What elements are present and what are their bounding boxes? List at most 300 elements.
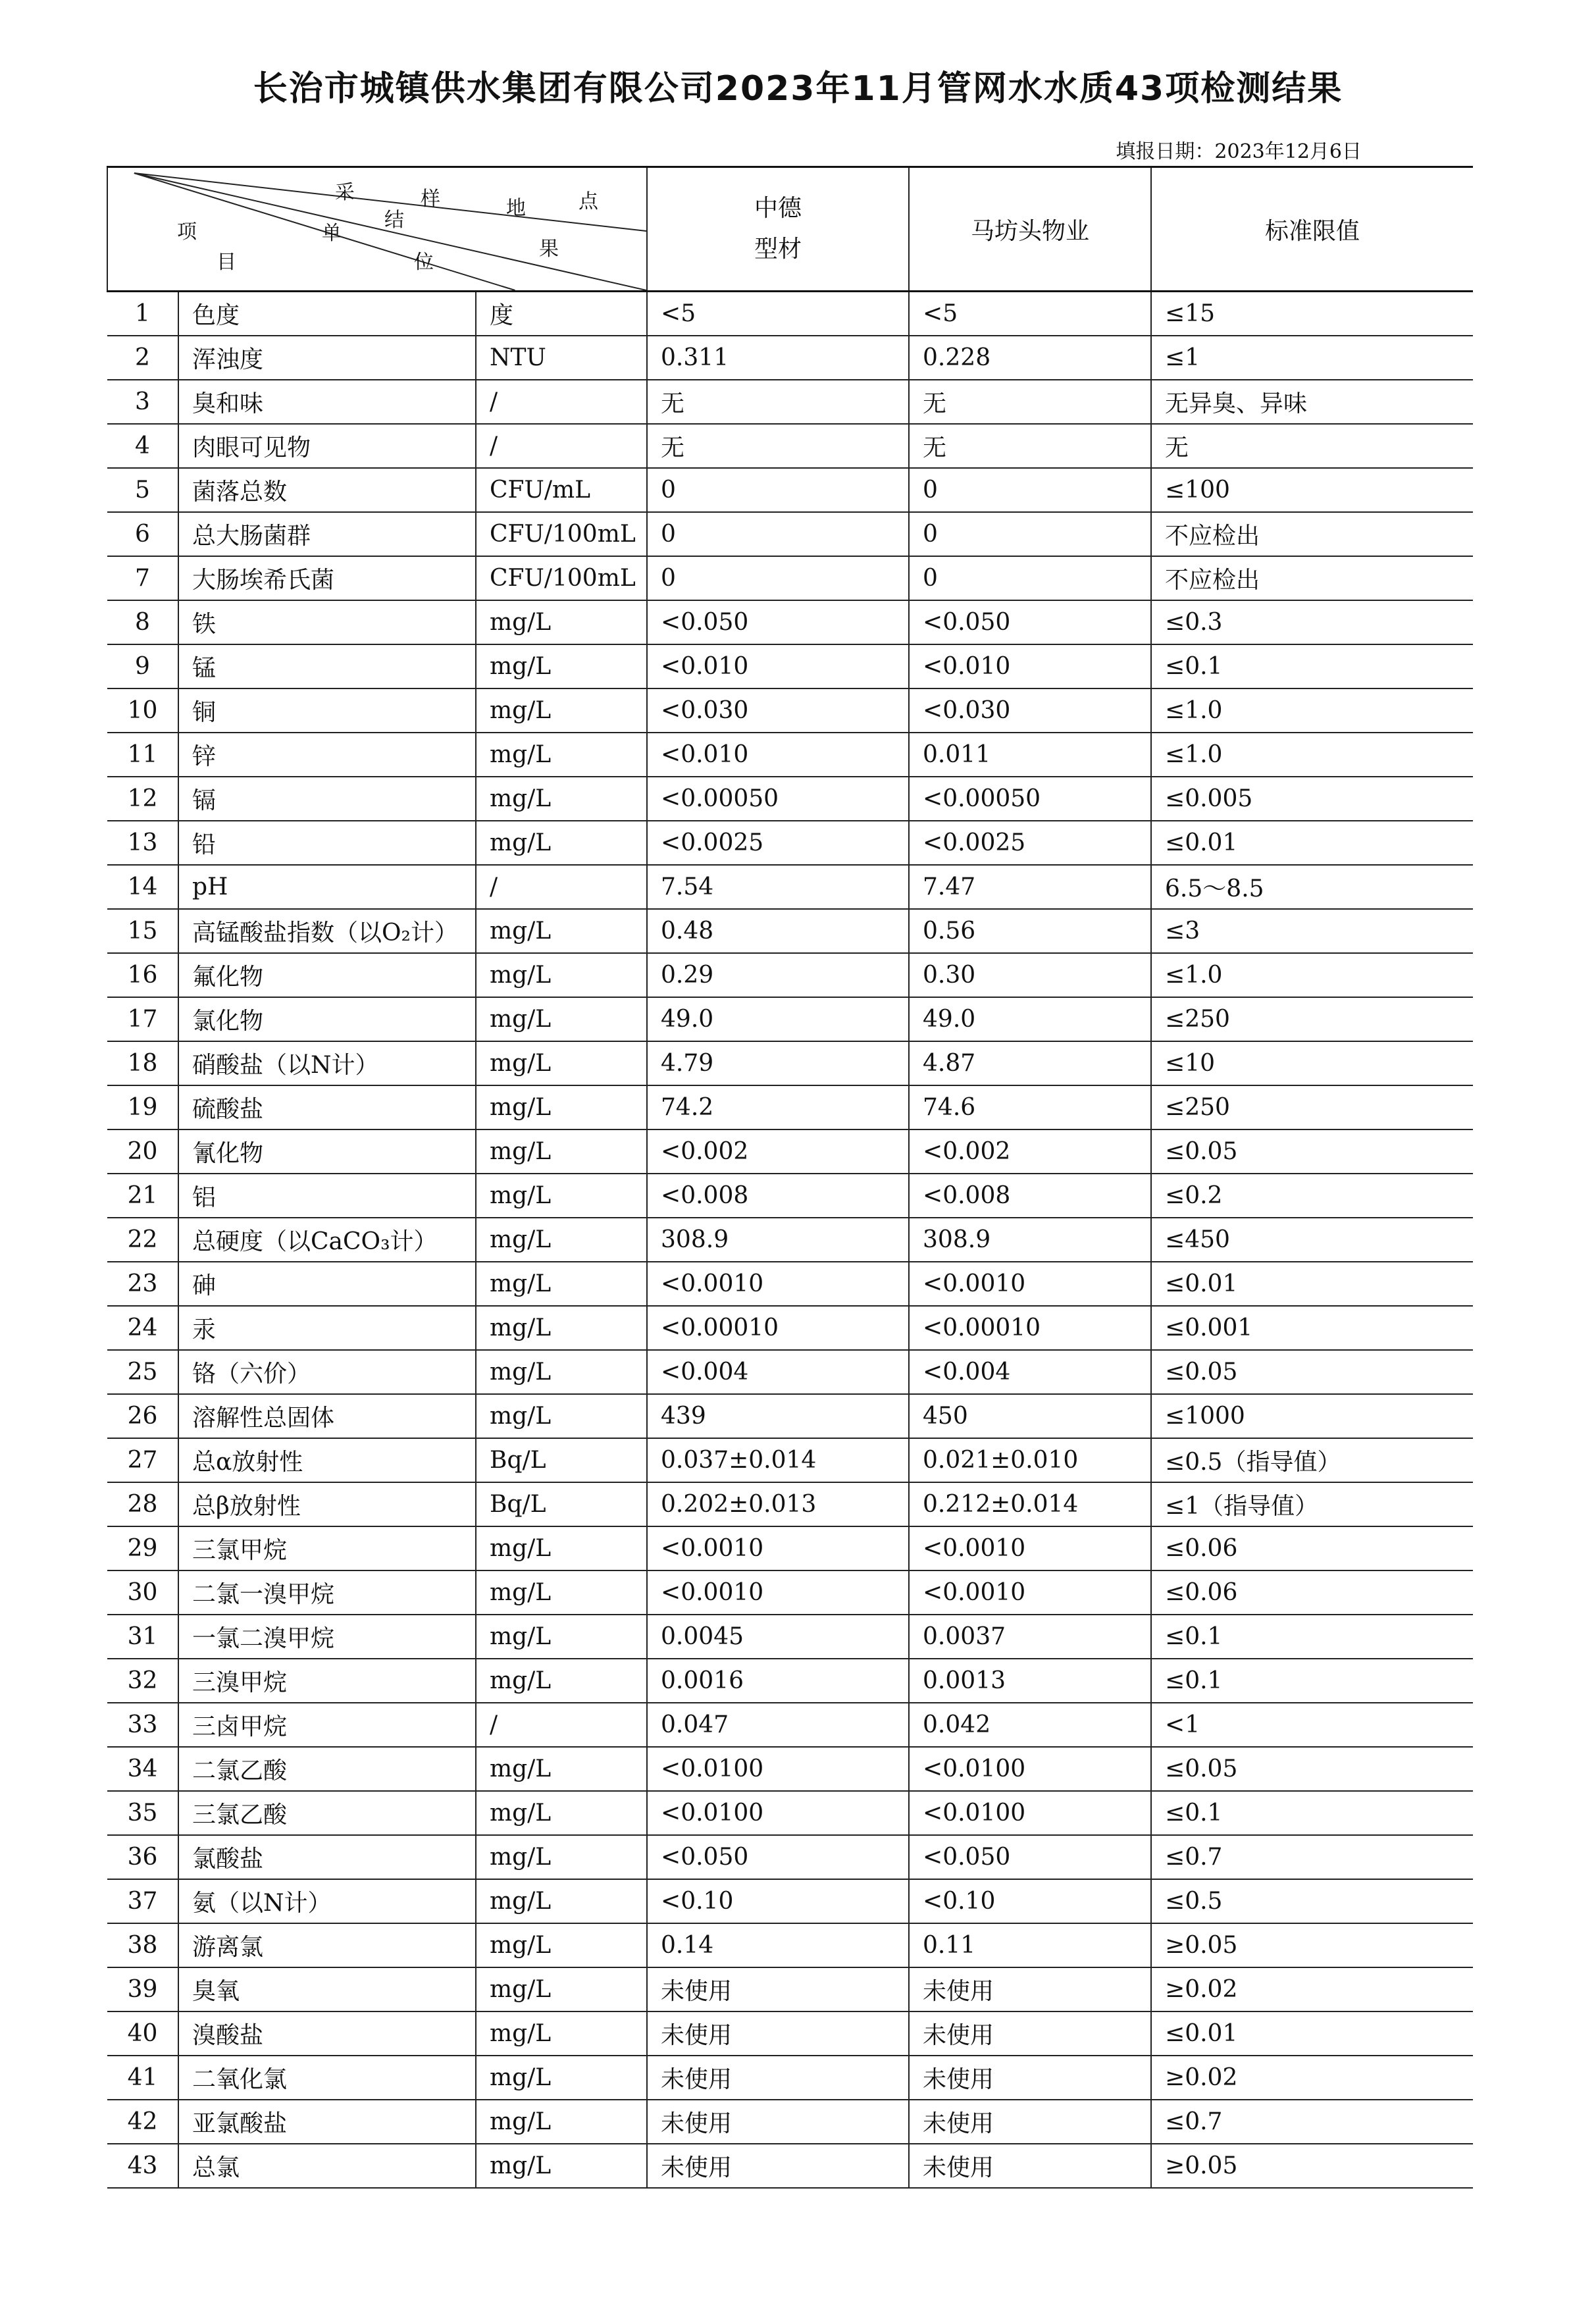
standard-limit: ≤250 xyxy=(1151,1085,1473,1129)
item-name: 铝 xyxy=(178,1174,476,1218)
item-name: 总大肠菌群 xyxy=(178,512,476,556)
standard-limit: ≤0.3 xyxy=(1151,600,1473,644)
row-number: 6 xyxy=(107,512,178,556)
site2-value: <0.00050 xyxy=(909,777,1151,821)
row-number: 4 xyxy=(107,424,178,468)
site2-value: 0.11 xyxy=(909,1923,1151,1967)
site1-value: 308.9 xyxy=(647,1218,909,1262)
site2-value: 未使用 xyxy=(909,2011,1151,2056)
site2-value: 0.0037 xyxy=(909,1615,1151,1659)
site2-value: <0.0010 xyxy=(909,1570,1151,1615)
row-number: 20 xyxy=(107,1129,178,1174)
site1-value: <0.050 xyxy=(647,1835,909,1879)
site2-value: 0.228 xyxy=(909,336,1151,380)
site2-value: <0.00010 xyxy=(909,1306,1151,1350)
unit: mg/L xyxy=(476,1218,647,1262)
standard-limit: ≤1.0 xyxy=(1151,688,1473,733)
standard-limit: ≤0.1 xyxy=(1151,1791,1473,1835)
table-row xyxy=(107,1570,1473,1615)
site2-value: 未使用 xyxy=(909,1967,1151,2011)
site2-value: <0.004 xyxy=(909,1350,1151,1394)
site2-value: 0.011 xyxy=(909,733,1151,777)
item-name: 氯化物 xyxy=(178,997,476,1041)
document-title: 长治市城镇供水集团有限公司2023年11月管网水水质43项检测结果 xyxy=(253,69,1343,109)
site2-value: <0.0010 xyxy=(909,1526,1151,1570)
standard-limit: ≤0.001 xyxy=(1151,1306,1473,1350)
standard-limit: ≤450 xyxy=(1151,1218,1473,1262)
table-row xyxy=(107,1835,1473,1879)
standard-limit: ≤0.05 xyxy=(1151,1129,1473,1174)
unit: mg/L xyxy=(476,1967,647,2011)
diag-char: 点 xyxy=(579,190,598,213)
column-header-site1 xyxy=(647,167,909,292)
site2-value: <0.050 xyxy=(909,1835,1151,1879)
unit: mg/L xyxy=(476,733,647,777)
table-body xyxy=(107,292,1473,2189)
table-row xyxy=(107,1218,1473,1262)
row-number: 34 xyxy=(107,1747,178,1791)
site1-value: 0.48 xyxy=(647,909,909,953)
row-number: 25 xyxy=(107,1350,178,1394)
standard-limit: ≥0.05 xyxy=(1151,2144,1473,2188)
site1-value: <0.030 xyxy=(647,688,909,733)
unit: / xyxy=(476,865,647,909)
row-number: 7 xyxy=(107,556,178,600)
site1-value: 0.311 xyxy=(647,336,909,380)
site2-value: <0.10 xyxy=(909,1879,1151,1923)
unit: / xyxy=(476,1703,647,1747)
diag-char: 位 xyxy=(414,251,434,274)
table-row xyxy=(107,1350,1473,1394)
unit: mg/L xyxy=(476,600,647,644)
header-row xyxy=(107,167,1473,292)
table-row xyxy=(107,1129,1473,1174)
unit: mg/L xyxy=(476,1615,647,1659)
site1-value: <0.050 xyxy=(647,600,909,644)
unit: mg/L xyxy=(476,1570,647,1615)
row-number: 23 xyxy=(107,1262,178,1306)
row-number: 3 xyxy=(107,380,178,424)
site1-value: 0 xyxy=(647,556,909,600)
item-name: 总α放射性 xyxy=(178,1438,476,1482)
standard-limit: 不应检出 xyxy=(1151,556,1473,600)
site2-value: 无 xyxy=(909,424,1151,468)
item-name: 游离氯 xyxy=(178,1923,476,1967)
row-number: 41 xyxy=(107,2056,178,2100)
table-row xyxy=(107,1262,1473,1306)
row-number: 36 xyxy=(107,1835,178,1879)
column-header-site2: 马坊头物业 xyxy=(909,167,1151,292)
site2-value: 0 xyxy=(909,556,1151,600)
unit: mg/L xyxy=(476,1085,647,1129)
site1-value: <0.00050 xyxy=(647,777,909,821)
site1-value: 49.0 xyxy=(647,997,909,1041)
item-name: 砷 xyxy=(178,1262,476,1306)
table-row xyxy=(107,644,1473,688)
site2-value: 无 xyxy=(909,380,1151,424)
unit: CFU/mL xyxy=(476,468,647,512)
unit: 度 xyxy=(476,292,647,336)
unit: mg/L xyxy=(476,2056,647,2100)
unit: mg/L xyxy=(476,1129,647,1174)
site1-value: 无 xyxy=(647,380,909,424)
unit: mg/L xyxy=(476,1041,647,1085)
standard-limit: ≤1（指导值） xyxy=(1151,1482,1473,1526)
row-number: 31 xyxy=(107,1615,178,1659)
item-name: 二氧化氯 xyxy=(178,2056,476,2100)
row-number: 15 xyxy=(107,909,178,953)
site1-value: 0.14 xyxy=(647,1923,909,1967)
unit: mg/L xyxy=(476,1394,647,1438)
unit: mg/L xyxy=(476,1174,647,1218)
row-number: 22 xyxy=(107,1218,178,1262)
item-name: 臭和味 xyxy=(178,380,476,424)
site2-value: <0.0025 xyxy=(909,821,1151,865)
standard-limit: ≤0.01 xyxy=(1151,2011,1473,2056)
row-number: 12 xyxy=(107,777,178,821)
site2-value: 未使用 xyxy=(909,2100,1151,2144)
row-number: 10 xyxy=(107,688,178,733)
diag-char: 目 xyxy=(217,251,236,274)
unit: NTU xyxy=(476,336,647,380)
row-number: 1 xyxy=(107,292,178,336)
unit: CFU/100mL xyxy=(476,556,647,600)
site1-value: 74.2 xyxy=(647,1085,909,1129)
unit: Bq/L xyxy=(476,1482,647,1526)
table-row xyxy=(107,1879,1473,1923)
row-number: 13 xyxy=(107,821,178,865)
site1-value: <0.010 xyxy=(647,733,909,777)
unit: mg/L xyxy=(476,2144,647,2188)
table-row xyxy=(107,1659,1473,1703)
row-number: 5 xyxy=(107,468,178,512)
site1-value: 0.29 xyxy=(647,953,909,997)
item-name: 硫酸盐 xyxy=(178,1085,476,1129)
site2-value: <0.008 xyxy=(909,1174,1151,1218)
site1-line2: 型材 xyxy=(754,236,802,263)
row-number: 9 xyxy=(107,644,178,688)
site2-value: 0.30 xyxy=(909,953,1151,997)
table-row xyxy=(107,1526,1473,1570)
site2-value: <0.010 xyxy=(909,644,1151,688)
standard-limit: 6.5～8.5 xyxy=(1151,865,1473,909)
table-row xyxy=(107,1615,1473,1659)
standard-limit: ≤15 xyxy=(1151,292,1473,336)
standard-limit: ≤1 xyxy=(1151,336,1473,380)
item-name: 溶解性总固体 xyxy=(178,1394,476,1438)
table-row xyxy=(107,1306,1473,1350)
table-row xyxy=(107,556,1473,600)
site2-value: <0.0010 xyxy=(909,1262,1151,1306)
site2-value: <0.0100 xyxy=(909,1747,1151,1791)
site2-value: <0.030 xyxy=(909,688,1151,733)
table-row xyxy=(107,733,1473,777)
fill-date: 填报日期：2023年12月6日 xyxy=(1116,140,1362,163)
item-name: 铅 xyxy=(178,821,476,865)
site2-value: <0.050 xyxy=(909,600,1151,644)
table-row xyxy=(107,600,1473,644)
site2-value: 未使用 xyxy=(909,2056,1151,2100)
item-name: 镉 xyxy=(178,777,476,821)
row-number: 40 xyxy=(107,2011,178,2056)
diag-char: 地 xyxy=(506,197,526,220)
table-row xyxy=(107,1438,1473,1482)
item-name: 氟化物 xyxy=(178,953,476,997)
site1-value: 0.202±0.013 xyxy=(647,1482,909,1526)
site2-value: 7.47 xyxy=(909,865,1151,909)
standard-limit: ≤250 xyxy=(1151,997,1473,1041)
row-number: 28 xyxy=(107,1482,178,1526)
diag-char: 果 xyxy=(539,238,559,261)
column-header-standard: 标准限值 xyxy=(1151,167,1473,292)
table-row xyxy=(107,2100,1473,2144)
standard-limit: ≤0.7 xyxy=(1151,2100,1473,2144)
table-row xyxy=(107,688,1473,733)
unit: mg/L xyxy=(476,777,647,821)
table-row xyxy=(107,865,1473,909)
standard-limit: 无 xyxy=(1151,424,1473,468)
standard-limit: ≥0.05 xyxy=(1151,1923,1473,1967)
site1-value: 0 xyxy=(647,468,909,512)
site1-value: <5 xyxy=(647,292,909,336)
row-number: 33 xyxy=(107,1703,178,1747)
table-row xyxy=(107,1174,1473,1218)
unit: mg/L xyxy=(476,2011,647,2056)
table-row xyxy=(107,953,1473,997)
standard-limit: ≤1.0 xyxy=(1151,953,1473,997)
unit: mg/L xyxy=(476,1659,647,1703)
table-row xyxy=(107,1394,1473,1438)
item-name: 二氯一溴甲烷 xyxy=(178,1570,476,1615)
diag-char: 样 xyxy=(421,188,440,211)
table-row xyxy=(107,909,1473,953)
standard-limit: 无异臭、异味 xyxy=(1151,380,1473,424)
table-row xyxy=(107,821,1473,865)
site1-value: <0.008 xyxy=(647,1174,909,1218)
item-name: 锰 xyxy=(178,644,476,688)
item-name: 溴酸盐 xyxy=(178,2011,476,2056)
item-name: 肉眼可见物 xyxy=(178,424,476,468)
standard-limit: ≤10 xyxy=(1151,1041,1473,1085)
item-name: 三溴甲烷 xyxy=(178,1659,476,1703)
site2-value: 0.021±0.010 xyxy=(909,1438,1151,1482)
results-table xyxy=(107,166,1473,2189)
site1-value: 439 xyxy=(647,1394,909,1438)
item-name: 总氯 xyxy=(178,2144,476,2188)
row-number: 43 xyxy=(107,2144,178,2188)
item-name: 一氯二溴甲烷 xyxy=(178,1615,476,1659)
unit: mg/L xyxy=(476,688,647,733)
item-name: 铜 xyxy=(178,688,476,733)
row-number: 21 xyxy=(107,1174,178,1218)
site1-value: <0.0100 xyxy=(647,1747,909,1791)
site1-value: 未使用 xyxy=(647,2056,909,2100)
row-number: 2 xyxy=(107,336,178,380)
unit: mg/L xyxy=(476,909,647,953)
unit: mg/L xyxy=(476,1747,647,1791)
unit: mg/L xyxy=(476,2100,647,2144)
row-number: 14 xyxy=(107,865,178,909)
unit: mg/L xyxy=(476,644,647,688)
site1-value: 0.0045 xyxy=(647,1615,909,1659)
row-number: 38 xyxy=(107,1923,178,1967)
row-number: 8 xyxy=(107,600,178,644)
item-name: 二氯乙酸 xyxy=(178,1747,476,1791)
unit: mg/L xyxy=(476,997,647,1041)
item-name: 氰化物 xyxy=(178,1129,476,1174)
site1-value: 未使用 xyxy=(647,2100,909,2144)
site1-value: 0.047 xyxy=(647,1703,909,1747)
standard-limit: ≤0.06 xyxy=(1151,1570,1473,1615)
standard-limit: ≤0.5（指导值） xyxy=(1151,1438,1473,1482)
standard-limit: ≤0.01 xyxy=(1151,1262,1473,1306)
table-row xyxy=(107,1747,1473,1791)
unit: mg/L xyxy=(476,1350,647,1394)
site2-value: 0 xyxy=(909,468,1151,512)
site1-value: <0.004 xyxy=(647,1350,909,1394)
row-number: 27 xyxy=(107,1438,178,1482)
table-row xyxy=(107,512,1473,556)
unit: mg/L xyxy=(476,953,647,997)
row-number: 29 xyxy=(107,1526,178,1570)
table-row xyxy=(107,1085,1473,1129)
item-name: 汞 xyxy=(178,1306,476,1350)
site1-value: <0.00010 xyxy=(647,1306,909,1350)
table-row xyxy=(107,1923,1473,1967)
item-name: 亚氯酸盐 xyxy=(178,2100,476,2144)
table-row xyxy=(107,2144,1473,2188)
row-number: 24 xyxy=(107,1306,178,1350)
item-name: 臭氧 xyxy=(178,1967,476,2011)
site1-value: 未使用 xyxy=(647,2144,909,2188)
item-name: 总硬度（以CaCO₃计） xyxy=(178,1218,476,1262)
site1-value: 0.0016 xyxy=(647,1659,909,1703)
site1-value: 0.037±0.014 xyxy=(647,1438,909,1482)
standard-limit: ≤100 xyxy=(1151,468,1473,512)
item-name: 铁 xyxy=(178,600,476,644)
unit: mg/L xyxy=(476,821,647,865)
table-row xyxy=(107,1703,1473,1747)
item-name: 三氯乙酸 xyxy=(178,1791,476,1835)
site2-value: 0.56 xyxy=(909,909,1151,953)
item-name: pH xyxy=(178,865,476,909)
item-name: 三卤甲烷 xyxy=(178,1703,476,1747)
standard-limit: ≥0.02 xyxy=(1151,2056,1473,2100)
row-number: 18 xyxy=(107,1041,178,1085)
diag-char: 结 xyxy=(384,209,404,232)
site1-value: <0.0100 xyxy=(647,1791,909,1835)
table-row xyxy=(107,2011,1473,2056)
row-number: 17 xyxy=(107,997,178,1041)
unit: mg/L xyxy=(476,1835,647,1879)
row-number: 19 xyxy=(107,1085,178,1129)
table-row xyxy=(107,1791,1473,1835)
unit: mg/L xyxy=(476,1923,647,1967)
site2-value: 49.0 xyxy=(909,997,1151,1041)
site1-value: 无 xyxy=(647,424,909,468)
standard-limit: ≤0.005 xyxy=(1151,777,1473,821)
unit: mg/L xyxy=(476,1791,647,1835)
row-number: 30 xyxy=(107,1570,178,1615)
table-row xyxy=(107,2056,1473,2100)
row-number: 37 xyxy=(107,1879,178,1923)
row-number: 39 xyxy=(107,1967,178,2011)
item-name: 菌落总数 xyxy=(178,468,476,512)
item-name: 大肠埃希氏菌 xyxy=(178,556,476,600)
unit: CFU/100mL xyxy=(476,512,647,556)
table-row xyxy=(107,336,1473,380)
standard-limit: ≤0.5 xyxy=(1151,1879,1473,1923)
site2-value: 0.0013 xyxy=(909,1659,1151,1703)
site2-value: <0.0100 xyxy=(909,1791,1151,1835)
unit: Bq/L xyxy=(476,1438,647,1482)
diag-char: 单 xyxy=(322,222,342,245)
item-name: 色度 xyxy=(178,292,476,336)
site2-value: <0.002 xyxy=(909,1129,1151,1174)
site1-value: <0.0025 xyxy=(647,821,909,865)
row-number: 32 xyxy=(107,1659,178,1703)
table-row xyxy=(107,380,1473,424)
site1-value: 未使用 xyxy=(647,1967,909,2011)
item-name: 硝酸盐（以N计） xyxy=(178,1041,476,1085)
diag-char: 项 xyxy=(177,221,197,244)
standard-limit: ≤0.06 xyxy=(1151,1526,1473,1570)
site1-value: 未使用 xyxy=(647,2011,909,2056)
row-number: 16 xyxy=(107,953,178,997)
row-number: 42 xyxy=(107,2100,178,2144)
standard-limit: ≤1.0 xyxy=(1151,733,1473,777)
table-row xyxy=(107,1041,1473,1085)
site2-value: 0 xyxy=(909,512,1151,556)
site2-value: 0.042 xyxy=(909,1703,1151,1747)
item-name: 氯酸盐 xyxy=(178,1835,476,1879)
standard-limit: ≤0.1 xyxy=(1151,1659,1473,1703)
site1-value: 7.54 xyxy=(647,865,909,909)
table-row xyxy=(107,1967,1473,2011)
table-row xyxy=(107,468,1473,512)
table-row xyxy=(107,424,1473,468)
item-name: 铬（六价） xyxy=(178,1350,476,1394)
site2-value: 4.87 xyxy=(909,1041,1151,1085)
standard-limit: ≤0.01 xyxy=(1151,821,1473,865)
standard-limit: ≤3 xyxy=(1151,909,1473,953)
unit: mg/L xyxy=(476,1306,647,1350)
item-name: 锌 xyxy=(178,733,476,777)
site1-value: 4.79 xyxy=(647,1041,909,1085)
item-name: 总β放射性 xyxy=(178,1482,476,1526)
site1-value: <0.0010 xyxy=(647,1570,909,1615)
site2-value: 0.212±0.014 xyxy=(909,1482,1151,1526)
row-number: 11 xyxy=(107,733,178,777)
site1-value: <0.010 xyxy=(647,644,909,688)
site2-value: 308.9 xyxy=(909,1218,1151,1262)
unit: / xyxy=(476,380,647,424)
unit: mg/L xyxy=(476,1879,647,1923)
site1-value: <0.0010 xyxy=(647,1526,909,1570)
site1-value: <0.0010 xyxy=(647,1262,909,1306)
table-row xyxy=(107,997,1473,1041)
site1-value: 0 xyxy=(647,512,909,556)
site1-line1: 中德 xyxy=(754,195,802,222)
standard-limit: ≥0.02 xyxy=(1151,1967,1473,2011)
diagonal-header-cell xyxy=(107,167,647,292)
standard-limit: ≤1000 xyxy=(1151,1394,1473,1438)
unit: mg/L xyxy=(476,1262,647,1306)
site1-value: <0.002 xyxy=(647,1129,909,1174)
unit: / xyxy=(476,424,647,468)
row-number: 35 xyxy=(107,1791,178,1835)
standard-limit: ≤0.7 xyxy=(1151,1835,1473,1879)
